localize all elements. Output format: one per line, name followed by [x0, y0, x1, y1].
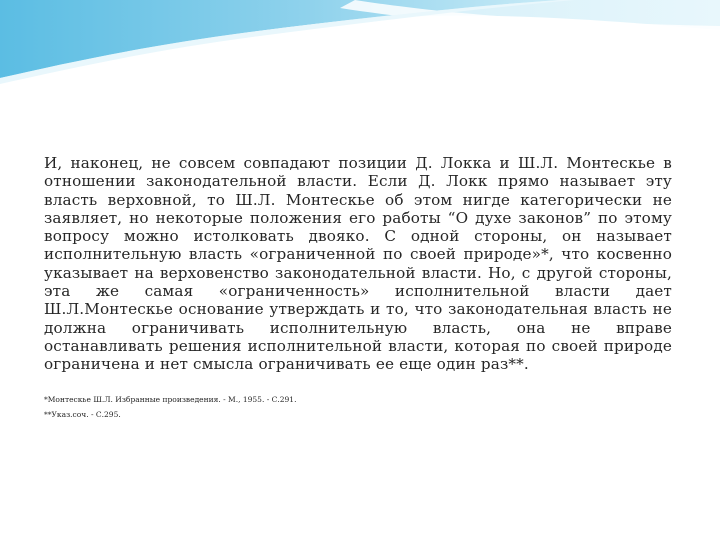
footnote-2: **Указ.соч. - С.295.	[44, 409, 121, 419]
footnote-1: *Монтескье Ш.Л. Избранные произведения. - М., 1955. - С.291.	[44, 394, 297, 404]
main-paragraph: И, наконец, не совсем совпадают позиции Д. Локка и Ш.Л. Монтескье в отношении законодательной власти. Если Д. Локк прямо называет эту власть верховной, то Ш.Л. Монтескье об этом нигде категорически не заявляет, но некоторые положения его работы “О духе законов” по этому вопросу можно истолковать двояко. С одной стороны, он называет исполнительную власть «ограниченной по своей природе»*, что косвенно указывает на верховенство законодательной власти. Но, с другой стороны, эта же самая «ограниченность» исполнительной власти дает Ш.Л.Монтескье основание утверждать и то, что законодательная власть не должна ограничивать исполнительную власть, она не вправе останавливать решения исполнительной власти, которая по своей природе ограничена и нет смысла ограничивать ее еще один раз**.	[44, 154, 672, 374]
footnotes	[44, 392, 672, 422]
text-content	[44, 154, 672, 422]
header-wave-decoration	[0, 0, 720, 110]
